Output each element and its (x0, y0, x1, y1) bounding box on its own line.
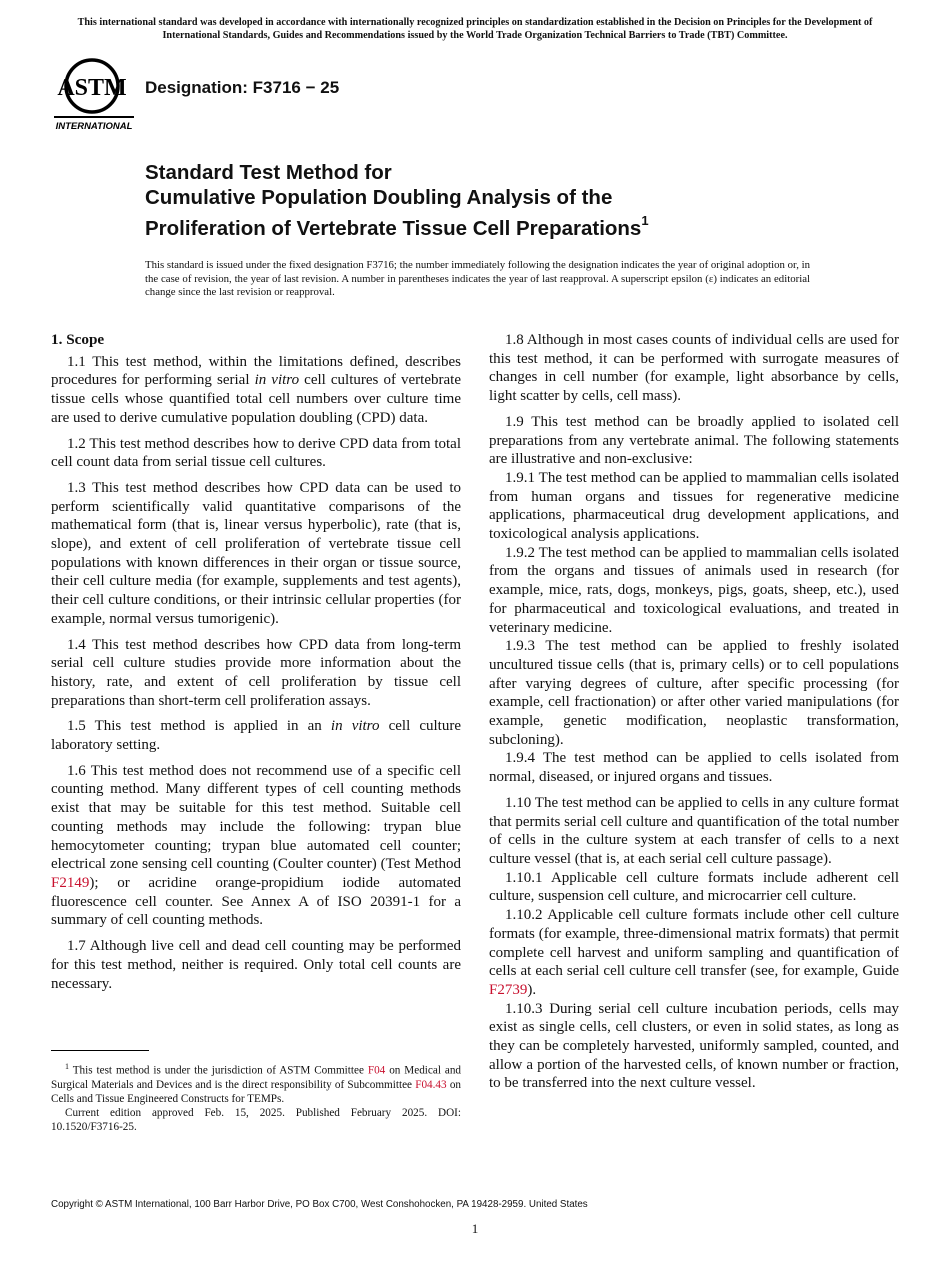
designation: Designation: F3716 − 25 (145, 78, 340, 97)
astm-logo-icon (52, 56, 136, 132)
paragraph-1-4: 1.4 This test method describes how CPD data from long-term serial cell culture studies provide more information about the history, rate, and extent of cell proliferation by tissue cell preparations than short-term cell proliferation assays. (51, 636, 461, 709)
paragraph-1-6: 1.6 This test method does not recommend use of a specific cell counting method. Many different types of cell counting methods exist that may be suitable for this test method. Suitable cell counting methods may include the following: trypan blue hemocytometer counting; trypan blue automated cell counter; electrical zone sensing cell counting (Coulter counter) (Test Method F2149); or acridine orange-propidium iodide automated fluorescence cell counter. See Annex A of ISO 20391-1 for a summary of cell counting methods. (51, 762, 461, 929)
paragraph-1-1: 1.1 This test method, within the limitations defined, describes procedures for performing serial in vitro cell cultures of vertebrate tissue cells whose quantified total cell numbers over culture time are used to derive cumulative population doubling (CPD) data. (51, 353, 461, 426)
link-f2149[interactable]: F2149 (51, 874, 90, 891)
logo-text: INTERNATIONAL (55, 121, 133, 132)
paragraph-1-10-2: 1.10.2 Applicable cell culture formats include other cell culture formats (for example, three-dimensional matrix formats) that permit complete cell harvest and uniform sampling and quantification of cells at each serial cell culture cell transfer (see, for example, Guide F2739). (489, 907, 899, 998)
link-f04[interactable]: F04 (367, 1064, 386, 1077)
section-heading-scope: 1. Scope (51, 331, 105, 348)
paragraph-1-10-1: 1.10.1 Applicable cell culture formats include adherent cell culture, suspension cell culture, and microcarrier cell culture. (489, 869, 899, 905)
paragraph-1-7: 1.7 Although live cell and dead cell counting may be performed for this test method, neither is required. Only total cell counts are necessary. (51, 938, 461, 992)
paragraph-1-9-1: 1.9.1 The test method can be applied to mammalian cells isolated from human organs and tissues for regenerative medicine applications, pharmaceutical drug development applications, and toxicological analysis applications. (489, 469, 899, 543)
document-title (145, 160, 865, 241)
logo-mark: ASTM (57, 75, 127, 101)
footnote-rule (51, 1050, 149, 1051)
left-column (51, 331, 461, 1000)
page-number: 1 (471, 1221, 479, 1236)
copyright-notice: Copyright © ASTM International, 100 Barr Harbor Drive, PO Box C700, West Conshohocken, PA 19428-2959. United States (51, 1199, 588, 1210)
paragraph-1-9: 1.9 This test method can be broadly applied to isolated cell preparations from any vertebrate animal. The following statements are illustrative and non-exclusive: (489, 413, 899, 468)
paragraph-1-10: 1.10 The test method can be applied to cells in any culture format that permits serial cell culture and quantification of the total number of cells in the culture system at each transfer of cells to a next culture vessel (that is, at each serial cell culture passage). (489, 794, 899, 867)
title-line-1: Standard Test Method for (145, 161, 392, 184)
paragraph-1-9-3: 1.9.3 The test method can be applied to freshly isolated uncultured tissue cells (that is, primary cells) or to cell populations after varying degrees of culture, after specific processing (for example, cell fractionation) or after other varied manipulations (for example, genetic modification, neoplastic transformation, subcloning). (489, 638, 899, 748)
footnotes (51, 1060, 461, 1134)
title-line-3: Proliferation of Vertebrate Tissue Cell Preparations$^1$ (145, 213, 649, 240)
paragraph-1-2: 1.2 This test method describes how to derive CPD data from total cell count data from serial tissue cell cultures. (51, 435, 461, 471)
preamble: This standard is issued under the fixed designation F3716; the number immediately following the designation indicates the year of original adoption or, in the case of revision, the year of last revision. A number in parentheses indicates the year of last reapproval. A superscript epsilon (ε) indicates an editorial change since the last revision or reapproval. (145, 259, 810, 299)
paragraph-1-8: 1.8 Although in most cases counts of individual cells are used for this test method, it can be performed with surrogate measures of changes in cell number (for example, light absorbance by cells, light scatter by cells, cell mass). (489, 332, 899, 405)
paragraph-1-10-3: 1.10.3 During serial cell culture incubation periods, cells may exist as single cells, cell clusters, or even in solid states, as long as they can be completely harvested, uniformly sampled, counted, and allow a portion of the harvested cells, of known number or fraction, to be transferred into the next culture vessel. (489, 1000, 899, 1092)
right-column (489, 331, 899, 1093)
footnote-1: $^1$ This test method is under the jurisdiction of ASTM Committee F04 on Medical and Surgical Materials and Devices and is the direct responsibility of Subcommittee F04.43 on Cells and Tissue Engineered Constructs for TEMPs. (51, 1062, 462, 1105)
footnote-edition: Current edition approved Feb. 15, 2025. Published February 2025. DOI: 10.1520/F3716-25. (51, 1106, 461, 1133)
link-f2739[interactable]: F2739 (489, 981, 528, 998)
paragraph-1-9-2: 1.9.2 The test method can be applied to mammalian cells isolated from the organs and tissues of animals used in research (for example, mice, rats, dogs, monkeys, pigs, goats, sheep, etc.), used for pharmaceutical and toxicological evaluations, and treated in veterinary medicine. (489, 544, 899, 636)
paragraph-1-5: 1.5 This test method is applied in an in vitro cell culture laboratory setting. (51, 718, 462, 754)
link-f04-43[interactable]: F04.43 (415, 1078, 447, 1091)
paragraph-1-3: 1.3 This test method describes how CPD data can be used to perform scientifically valid quantitative comparisons of the mathematical form (that is, linear versus hyperbolic), rate (that is, slope), and extent of cell proliferation of vertebrate tissue cell populations with known differences in their organ or tissue source, their cell culture media (for example, supplements and test agents), their cell culture conditions, or their intrinsic cellular properties (for example, normal versus tumorigenic). (51, 479, 461, 627)
paragraph-1-9-4: 1.9.4 The test method can be applied to cells isolated from normal, diseased, or injured organs and tissues. (489, 750, 899, 786)
title-footnote-mark: 1 (641, 213, 649, 228)
title-line-2: Cumulative Population Doubling Analysis of the (145, 186, 613, 209)
top-notice: This international standard was developed in accordance with internationally recognized principles on standardization established in the Decision on Principles for the Development of International Standards, Guides and Recommendations issued by the World Trade Organization Technical Barriers to Trade (TBT) Committee. (77, 17, 873, 41)
